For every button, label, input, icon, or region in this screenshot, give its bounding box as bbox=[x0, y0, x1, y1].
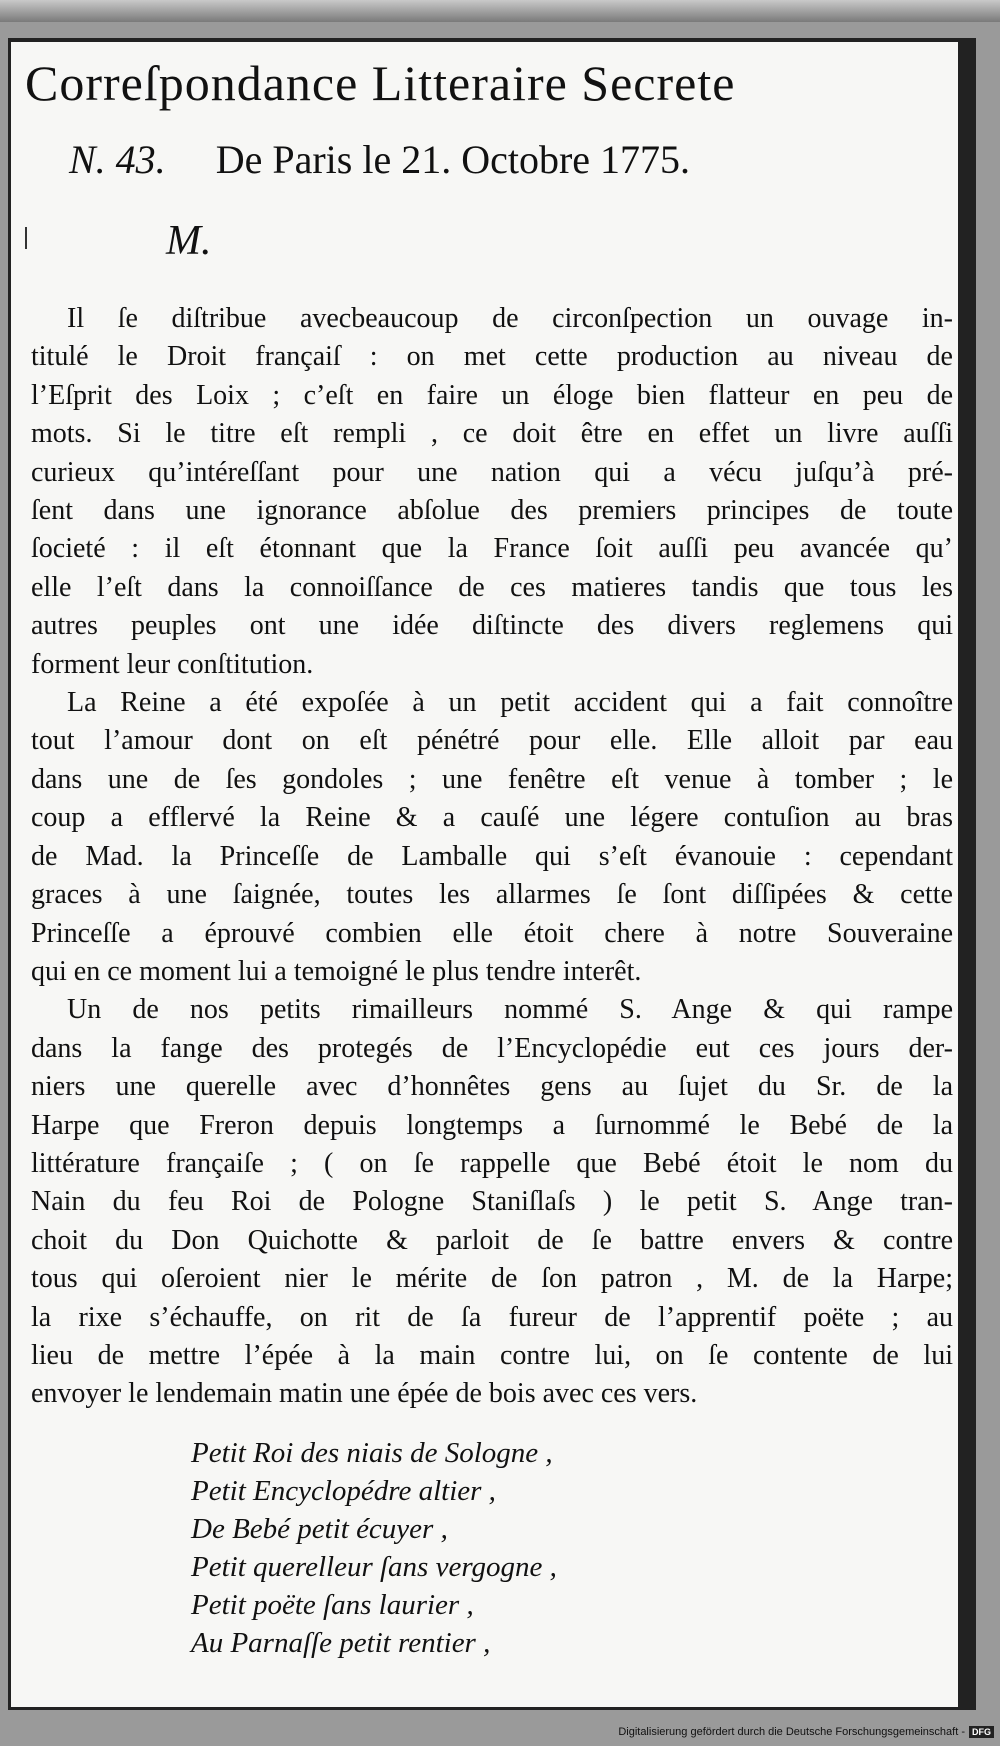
verse-line: De Bebé petit écuyer , bbox=[191, 1513, 448, 1545]
text-line: coup a efflervé la Reine & a cauſé une légere contuſion au bras bbox=[31, 802, 953, 834]
verse-line: Petit Encyclopédre altier , bbox=[191, 1475, 496, 1507]
text-line: forment leur conſtitution. bbox=[31, 648, 314, 680]
text-line: mots. Si le titre eſt rempli , ce doit être en effet un livre auſſi bbox=[31, 418, 953, 450]
text-line: elle l’eſt dans la connoiſſance de ces matieres tandis que tous les bbox=[31, 571, 953, 603]
text-line: Il ſe diſtribue avecbeaucoup de circonſpection un ouvage in- bbox=[67, 303, 953, 334]
credit-text: Digitalisierung gefördert durch die Deutsche Forschungsgemeinschaft - bbox=[618, 1726, 965, 1738]
text-line: littérature françaiſe ; ( on ſe rappelle que Bebé étoit le nom du bbox=[31, 1147, 953, 1179]
text-line: dans la fange des protegés de l’Encyclopédie eut ces jours der- bbox=[31, 1032, 953, 1064]
verse-line: Au Parnaſſe petit rentier , bbox=[191, 1627, 491, 1659]
digitization-credit bbox=[618, 1726, 994, 1738]
text-line: de Mad. la Princeſſe de Lamballe qui s’eſt évanouie : cependant bbox=[31, 840, 953, 872]
text-line: la rixe s’échauffe, on rit de ſa fureur de l’apprentif poëte ; au bbox=[31, 1301, 953, 1333]
issue-number: N. 43. bbox=[69, 137, 166, 182]
text-line: titulé le Droit françaiſ : on met cette production au niveau de bbox=[31, 341, 953, 373]
page-title: Correſpondance Litteraire Secrete bbox=[25, 55, 736, 111]
text-line: ſent dans une ignorance abſolue des premiers principes de toute bbox=[31, 495, 953, 527]
margin-mark bbox=[25, 227, 27, 249]
salutation: M. bbox=[166, 218, 212, 264]
text-line: tout l’amour dont on eſt pénétré pour elle. Elle alloit par eau bbox=[31, 725, 953, 757]
dateline: De Paris le 21. Octobre 1775. bbox=[215, 137, 691, 182]
text-line: niers une querelle avec d’honnêtes gens au ſujet du Sr. de la bbox=[31, 1071, 953, 1103]
text-line: Princeſſe a éprouvé combien elle étoit chere à notre Souveraine bbox=[31, 917, 953, 949]
verse-line: Petit poëte ſans laurier , bbox=[191, 1589, 474, 1621]
text-line: l’Eſprit des Loix ; c’eſt en faire un éloge bien flatteur en peu de bbox=[31, 379, 953, 411]
text-line: dans une de ſes gondoles ; une fenêtre eſt venue à tomber ; le bbox=[31, 763, 953, 795]
text-line: graces à une ſaignée, toutes les allarmes ſe ſont diſſipées & cette bbox=[31, 879, 953, 911]
scan-background-top bbox=[0, 0, 1000, 22]
text-line: curieux qu’intéreſſant pour une nation qui a vécu juſqu’à pré- bbox=[31, 456, 953, 488]
document-page bbox=[8, 38, 976, 1710]
text-line: Nain du feu Roi de Pologne Staniſlaſs ) le petit S. Ange tran- bbox=[31, 1186, 953, 1218]
issue-line bbox=[69, 137, 869, 182]
text-line: envoyer le lendemain matin une épée de bois avec ces vers. bbox=[31, 1378, 698, 1410]
verse-line: Petit querelleur ſans vergogne , bbox=[191, 1551, 557, 1583]
body-text bbox=[31, 300, 953, 1414]
dfg-logo: DFG bbox=[969, 1726, 994, 1738]
text-line: autres peuples ont une idée diſtincte des divers reglemens qui bbox=[31, 610, 953, 642]
text-line: choit du Don Quichotte & parloit de ſe battre envers & contre bbox=[31, 1224, 953, 1256]
text-line: lieu de mettre l’épée à la main contre lui, on ſe contente de lui bbox=[31, 1339, 953, 1371]
text-line: tous qui oſeroient nier le mérite de ſon patron , M. de la Harpe; bbox=[31, 1263, 953, 1295]
text-line: Un de nos petits rimailleurs nommé S. Ange & qui rampe bbox=[67, 994, 953, 1026]
verse-line: Petit Roi des niais de Sologne , bbox=[191, 1437, 553, 1469]
verse-block bbox=[191, 1434, 891, 1662]
text-line: Harpe que Freron depuis longtemps a ſurnommé le Bebé de la bbox=[31, 1109, 953, 1141]
text-line: qui en ce moment lui a temoigné le plus tendre interêt. bbox=[31, 955, 642, 987]
text-line: La Reine a été expoſée à un petit accident qui a fait connoître bbox=[67, 687, 953, 719]
text-line: ſocieté : il eſt étonnant que la France ſoit auſſi peu avancée qu’ bbox=[31, 533, 953, 565]
